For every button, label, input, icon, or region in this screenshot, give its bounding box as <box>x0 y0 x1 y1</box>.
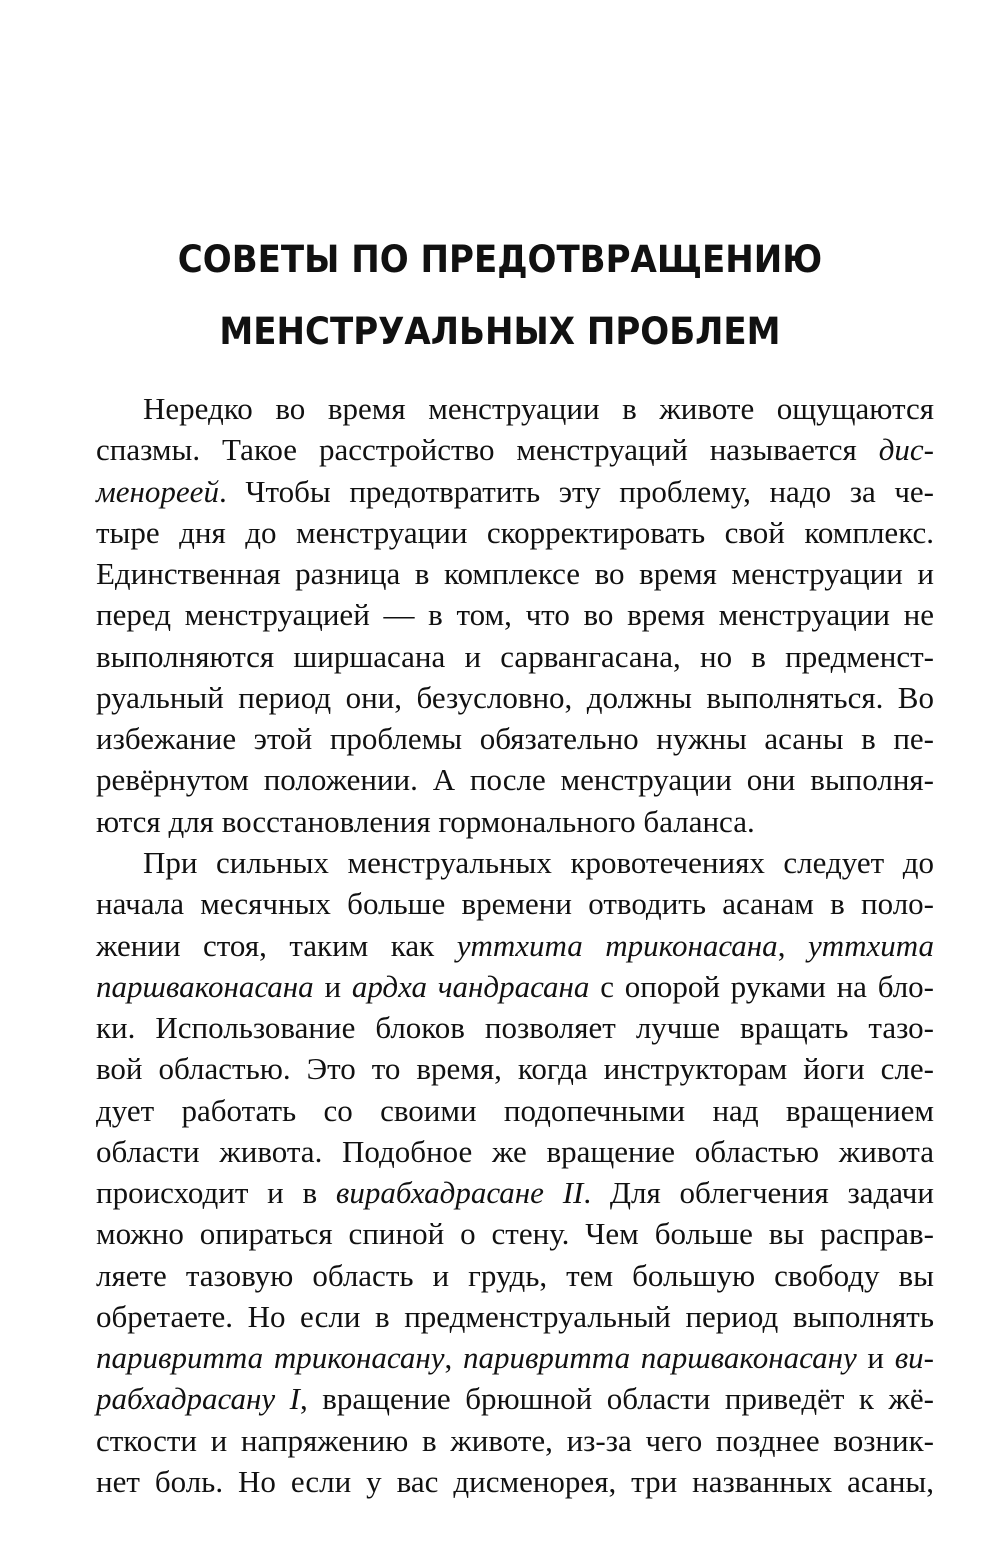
text-line: избежание этой проблемы обязательно нужны асаны в пе- <box>96 721 934 757</box>
chapter-title-line-2: МЕНСТРУАЛЬНЫХ ПРОБЛЕМ <box>219 310 781 353</box>
text-line: Нередко во время менструации в животе ощущаются <box>143 391 934 426</box>
text-line: Единственная разница в комплексе во время менструации и <box>96 556 934 592</box>
text-line: можно опираться спиной о стену. Чем больше вы расправ- <box>96 1216 934 1252</box>
text-line: перед менструацией — в том, что во время менструации не <box>96 597 934 633</box>
text-line: ки. Использование блоков позволяет лучше вращать тазо- <box>96 1010 934 1046</box>
text-line: области живота. Подобное же вращение областью живота <box>96 1133 934 1169</box>
text-line: происходит и в вирабхадрасане II. Для облегчения задачи <box>96 1175 934 1211</box>
text-line: При сильных менструальных кровотечениях следует до <box>143 844 934 880</box>
text-line: спазмы. Такое расстройство менструаций называется дис- <box>96 432 934 468</box>
text-line: обретаете. Но если в предменструальный период выполнять <box>96 1298 934 1334</box>
text-line: рабхадрасану I, вращение брюшной области приведёт к жё- <box>96 1381 935 1417</box>
text-line: ляете тазовую область и грудь, тем большую свободу вы <box>96 1257 934 1293</box>
text-line: ются для восстановления гормонального баланса. <box>96 803 755 839</box>
text-line: выполняются ширшасана и сарвангасана, но в предменст- <box>96 638 934 674</box>
text-line: жении стоя, таким как уттхита триконасана, уттхита <box>96 927 934 963</box>
text-line: руальный период они, безусловно, должны выполняться. Во <box>96 679 934 715</box>
text-line: менореей. Чтобы предотвратить эту проблему, надо за че- <box>96 473 934 509</box>
text-line: паршваконасана и ардха чандрасана с опорой руками на бло- <box>96 968 935 1004</box>
text-line: сткости и напряжению в животе, из-за чего позднее возник- <box>96 1422 934 1458</box>
chapter-title-line-1: СОВЕТЫ ПО ПРЕДОТВРАЩЕНИЮ <box>177 238 823 281</box>
text-line: дует работать со своими подопечными над вращением <box>96 1092 934 1128</box>
text-line: нет боль. Но если у вас дисменорея, три названных асаны, <box>96 1464 934 1499</box>
text-line: паривритта триконасану, паривритта паршваконасану и ви- <box>96 1340 934 1376</box>
text-line: начала месячных больше времени отводить асанам в поло- <box>96 886 934 922</box>
text-line: тыре дня до менструации скорректировать свой комплекс. <box>96 514 934 550</box>
text-line: вой областью. Это то время, когда инструкторам йоги сле- <box>96 1051 934 1087</box>
text-line: ревёрнутом положении. А после менструации они выполня- <box>96 762 934 798</box>
